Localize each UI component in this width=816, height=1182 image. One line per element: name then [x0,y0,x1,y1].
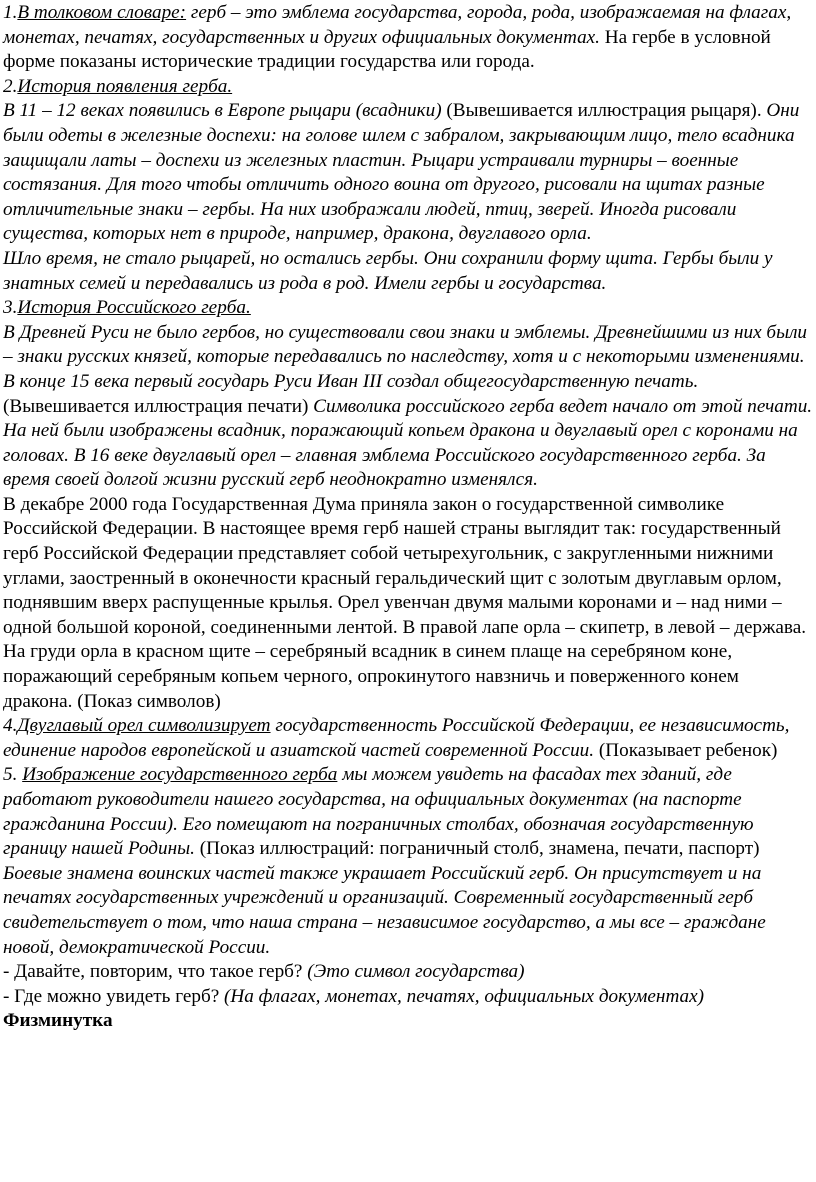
section-2-paragraph-1 [3,99,813,247]
qa-question-1: - Давайте, повторим, что такое герб? [3,961,308,983]
section-1-paragraph [3,1,813,75]
section-2-paragraph-2: Шло время, не стало рыцарей, но остались гербы. Они сохранили форму щита. Гербы были у знатных семей и передавались из рода в род. Имели гербы и государства. [3,247,773,294]
section-2-italic-body: Они были одеты в железные доспехи: на голове шлем с забралом, закрывающим лицо, тело всадника защищали латы – доспехи из железных пластин. Рыцари устраивали турниры – военные состязания. Для того чтобы отличить одного воина от другого, рисовали на щитах разные отличительные знаки – гербы. На них изображали людей, птиц, зверей. Иногда рисовали существа, которых нет в природе, например, дракона, двуглавого орла. [3,100,800,245]
section-3-paragraph-2: В декабре 2000 года Государственная Дума приняла закон о государственной символике Российской Федерации. В настоящее время герб нашей страны выглядит так: государственный герб Российской Федерации представляет собой четырехугольник, с закругленными нижними углами, заостренный в оконечности красный геральдический щит с золотым двуглавым орлом, поднявшим вверх распущенные крылья. Орел увенчан двумя малыми коронами и – над ними – одной большой короной, соединенными лентой. В правой лапе орла – скипетр, в левой – держава. На груди орла в красном щите – серебряный всадник в синем плаще на серебряном коне, поражающий серебряным копьем черного, опрокинутого навзничь и поверженного конем дракона. (Показ символов) [3,493,807,712]
section-2-italic-intro: В 11 – 12 веках появились в Европе рыцари (всадники) [3,100,442,122]
section-3-stage-note: (Вывешивается иллюстрация печати) [3,395,314,417]
section-2-number: 2. [3,75,18,97]
section-5-paragraph [3,763,813,861]
section-5-text: мы можем увидеть на фасадах тех зданий, где работают руководители нашего государства, на официальных документах (на паспорте гражданина России). Его помещают на пограничных столбах, обозначая государственную границу нашей Родины. [3,764,754,860]
section-5-number: 5. [3,764,23,786]
section-2-stage-note: (Вывешивается иллюстрация рыцаря). [441,100,767,122]
section-3-heading: История Российского герба. [17,297,251,319]
section-1-plain-text: На гербе в условной форме показаны исторические традиции государства или города. [3,26,771,73]
section-3-italic-intro: В Древней Руси не было гербов, но существовали свои знаки и эмблемы. Древнейшими из них были – знаки русских князей, которые передавались по наследству, хотя и с некоторыми изменениями. В конце 15 века первый государь Руси Иван III создал общегосударственную печать. [3,321,808,392]
section-5-stage-note: (Показ иллюстраций: пограничный столб, знамена, печати, паспорт) [194,838,760,860]
section-3-paragraph-1 [3,321,813,493]
section-3-heading-line [3,296,813,321]
final-heading: Физминутка [3,1010,113,1032]
section-4-text: государственность Российской Федерации, ее независимость, единение народов европейской и азиатской частей современной России. [3,715,790,761]
section-3-italic-body: Символика российского герба ведет начало от этой печати. На ней были изображены всадник, поражающий копьем дракона и двуглавый орел с коронами на головах. В 16 веке двуглавый орел – главная эмблема Российского государственного герба. За время своей долгой жизни русский герб неоднократно изменялся. [3,395,813,491]
section-1-number: 1. [3,2,18,23]
qa-answer-1: (Это символ государства) [307,961,525,983]
section-5-paragraph-2: Боевые знамена воинских частей также украшает Российский герб. Он присутствует и на печатях государственных учреждений и организаций. Современный государственный герб свидетельствует о том, что наша страна – независимое государство, а мы все – граждане новой, демократической России. [3,862,766,958]
qa-line-2 [3,985,813,1010]
qa-line-1 [3,960,813,985]
section-3-number: 3. [3,297,18,319]
section-4-paragraph [3,714,813,763]
section-1-definition: герб – это эмблема государства, города, рода, изображаемая на флагах, монетах, печатях, государственных и других официальных документах. [3,2,792,48]
section-2-heading: История появления герба. [17,75,233,97]
section-5-heading: Изображение государственного герба [22,764,338,786]
qa-question-2: - Где можно увидеть герб? [3,985,225,1007]
section-1-heading: В толковом словаре: [17,2,187,23]
section-4-stage-note: (Показывает ребенок) [594,739,778,761]
section-4-heading: Двуглавый орел символизирует [17,715,271,737]
qa-answer-2: (На флагах, монетах, печатях, официальных документах) [224,985,705,1007]
section-2-heading-line [3,75,813,100]
section-4-number: 4. [3,715,18,737]
